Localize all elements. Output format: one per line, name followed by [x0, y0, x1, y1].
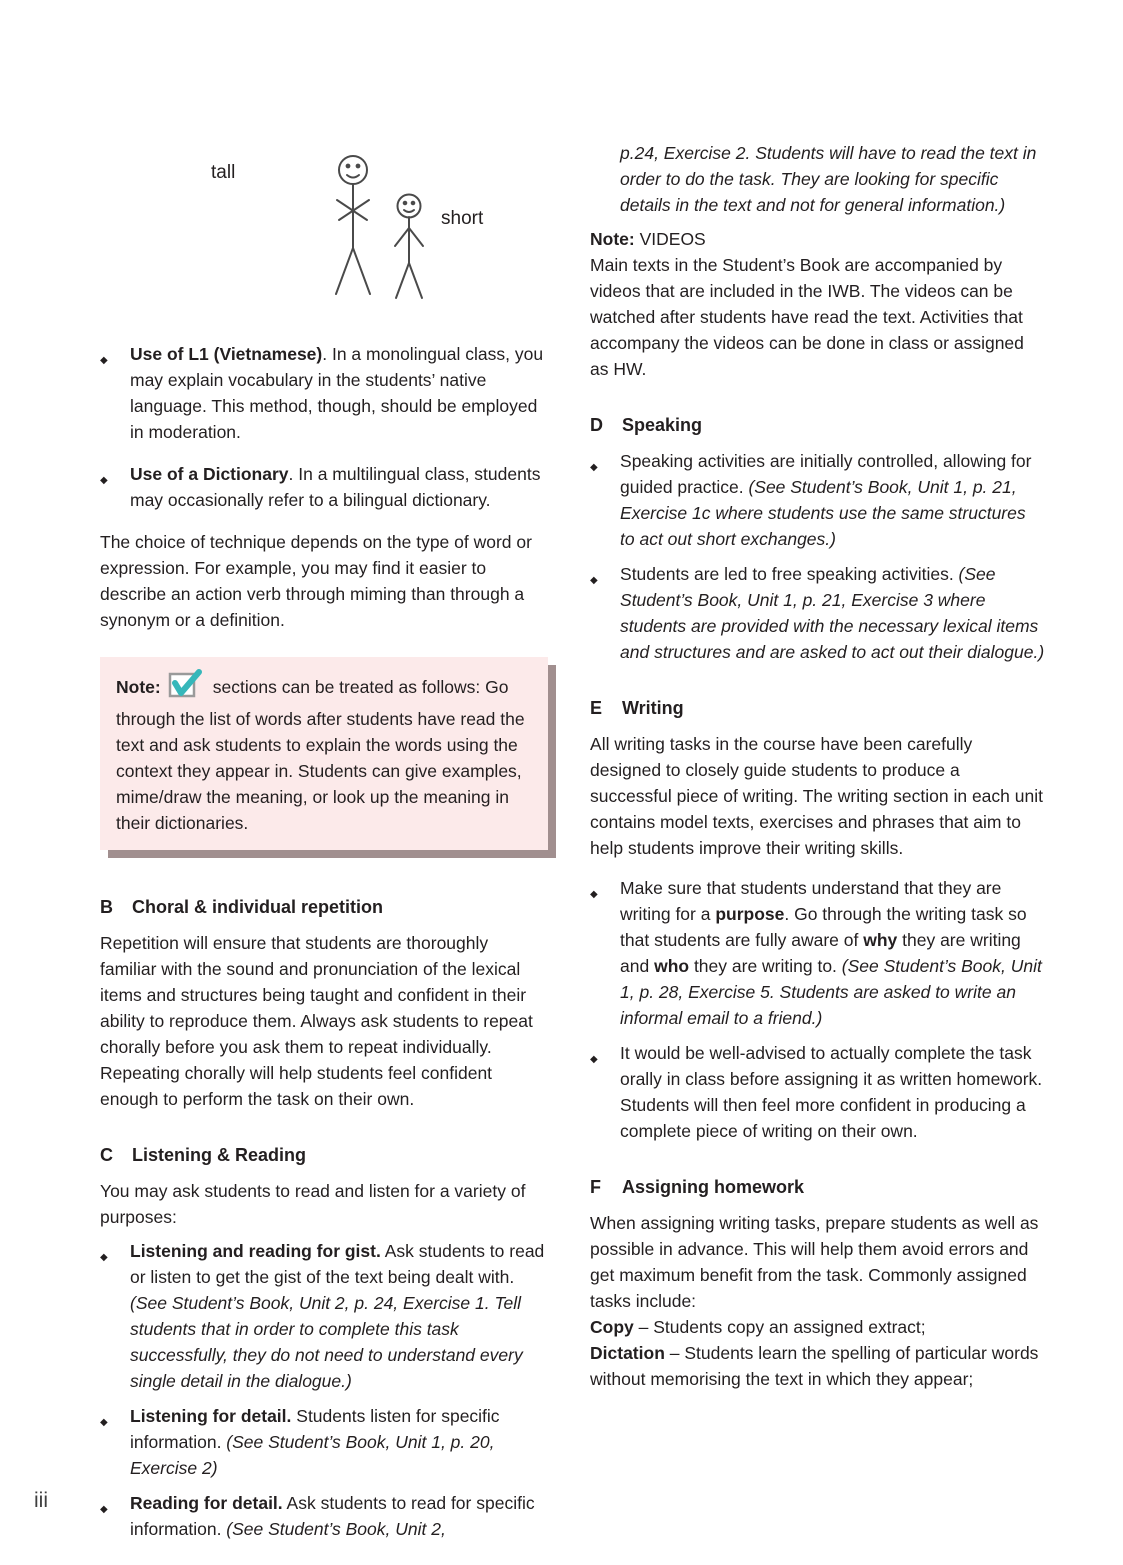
section-title: Listening & Reading	[132, 1145, 307, 1165]
bullet-lead: Listening and reading for gist.	[130, 1241, 381, 1261]
heading-e-writing	[590, 695, 1045, 721]
right-column	[590, 140, 1045, 1551]
bullet-rest: . In a monolingual class, you may explain vocabulary in the students’ native language. This method, though, should be employed in moderation.	[130, 344, 544, 442]
heading-f-assigning-homework	[590, 1174, 1045, 1200]
section-letter: B	[100, 897, 113, 917]
bullet-speaking-controlled	[590, 448, 1045, 552]
page-number: iii	[34, 1489, 48, 1512]
bullet-bold-word: purpose	[715, 904, 785, 924]
bullet-reference: (See Student’s Book, Unit 2, p. 24, Exercise 1. Tell students that in order to complete this task successfully, they do not need to understand every single detail in the dialogue.)	[130, 1293, 523, 1391]
bullet-reference: (See Student’s Book, Unit 1, p. 21, Exercise 3 where students are provided with the necessary lexical items and structures and are asked to act out their dialogue.)	[620, 564, 1045, 662]
bullet-segment: . Go through the writing task so that students are fully aware of	[620, 904, 1027, 950]
bullet-lead: Listening for detail.	[130, 1406, 292, 1426]
bullet-text	[620, 561, 1045, 665]
section-title: Assigning homework	[622, 1177, 805, 1197]
bullet-lead: Use of L1 (Vietnamese)	[130, 344, 323, 364]
diamond-bullet-icon: ◆	[100, 1504, 108, 1515]
diamond-bullet-icon: ◆	[590, 575, 598, 586]
bullet-bold-word: why	[863, 930, 898, 950]
bullet-writing-oral-first	[590, 1040, 1045, 1144]
heading-c-listening-reading	[100, 1142, 548, 1168]
note-body: sections can be treated as follows: Go through the list of words after students have read the text and ask students to explain the words using the context they appear in. Students can give examples, mime/draw the meaning, or look up the meaning in their dictionaries.	[116, 677, 525, 833]
section-letter: E	[590, 698, 603, 718]
tall-short-figure	[185, 148, 548, 323]
section-title: Writing	[622, 698, 684, 718]
bullet-lead: Use of a Dictionary	[130, 464, 289, 484]
bullet-text	[130, 1490, 548, 1542]
bullet-segment: they are writing to.	[689, 956, 842, 976]
checkbox-check-icon	[168, 669, 204, 706]
reading-detail-continued: p.24, Exercise 2. Students will have to read the text in order to do the task. They are looking for specific details in the text and not for general information.)	[620, 143, 1037, 215]
bullet-bold-word: who	[654, 956, 690, 976]
diamond-bullet-icon: ◆	[590, 462, 598, 473]
bullet-text	[130, 1403, 548, 1481]
diamond-bullet-icon: ◆	[590, 889, 598, 900]
diamond-bullet-icon: ◆	[100, 1252, 108, 1263]
bullet-rest: Speaking activities are initially controlled, allowing for guided practice.	[620, 451, 1032, 497]
bullet-text	[130, 1238, 548, 1394]
note-rest: VIDEOS	[634, 229, 706, 249]
bullet-rest: Students listen for specific information.	[130, 1406, 500, 1452]
bullet-reference: (See Student’s Book, Unit 1, p. 21, Exercise 1c where students use the same structures to act out short exchanges.)	[620, 477, 1026, 549]
section-letter: C	[100, 1145, 113, 1165]
bullet-text	[130, 461, 548, 513]
bullet-text: It would be well-advised to actually complete the task orally in class before assigning it as written homework. Students will then feel more confident in producing a complete piece of writing on their own.	[620, 1043, 1043, 1141]
section-letter: D	[590, 415, 604, 435]
bullet-rest: Students are led to free speaking activities.	[620, 564, 959, 584]
bullet-use-of-l1	[100, 341, 548, 445]
bullet-listening-reading-gist	[100, 1238, 548, 1394]
diamond-bullet-icon: ◆	[100, 355, 108, 366]
task-description: – Students learn the spelling of particular words without memorising the text in which they appear;	[590, 1343, 1039, 1389]
heading-d-speaking	[590, 412, 1045, 438]
task-name: Copy	[590, 1317, 634, 1337]
short-label: short	[441, 208, 484, 229]
page-content	[100, 140, 1045, 1551]
section-title: Speaking	[622, 415, 703, 435]
videos-paragraph: Main texts in the Student’s Book are accompanied by videos that are included in the IWB. The videos can be watched after students have read the text. Activities that accompany the videos can be done in class or assigned as HW.	[590, 255, 1024, 379]
bullet-reference: (See Student’s Book, Unit 1, p. 28, Exercise 5. Students are asked to write an informal email to a friend.)	[620, 956, 1042, 1028]
bullet-reference: (See Student’s Book, Unit 2,	[226, 1519, 446, 1539]
homework-copy-item	[590, 1314, 1045, 1340]
listening-reading-intro: You may ask students to read and listen for a variety of purposes:	[100, 1181, 526, 1227]
bullet-reading-for-detail	[100, 1490, 548, 1542]
writing-intro-paragraph: All writing tasks in the course have been carefully designed to closely guide students to produce a successful piece of writing. The writing section in each unit contains model texts, exercises and phrases that aim to help students improve their writing skills.	[590, 734, 1043, 858]
bullet-text	[620, 875, 1045, 1031]
bullet-rest: . In a multilingual class, students may occasionally refer to a bilingual dictionary.	[130, 464, 541, 510]
task-name: Dictation	[590, 1343, 665, 1363]
note-videos-line	[590, 226, 1045, 252]
diamond-bullet-icon: ◆	[100, 475, 108, 486]
bullet-lead: Reading for detail.	[130, 1493, 283, 1513]
homework-dictation-item	[590, 1340, 1045, 1392]
bullet-rest: Ask students to read for specific information.	[130, 1493, 535, 1539]
bullet-writing-purpose	[590, 875, 1045, 1031]
diamond-bullet-icon: ◆	[100, 1417, 108, 1428]
bullet-use-of-dictionary	[100, 461, 548, 513]
note-label: Note:	[590, 229, 635, 249]
left-column	[100, 140, 548, 1551]
bullet-speaking-free	[590, 561, 1045, 665]
task-description: – Students copy an assigned extract;	[633, 1317, 926, 1337]
heading-b-choral-individual-repetition	[100, 894, 548, 920]
homework-intro-paragraph: When assigning writing tasks, prepare students as well as possible in advance. This will help them avoid errors and get maximum benefit from the task. Commonly assigned tasks include:	[590, 1213, 1039, 1311]
bullet-reference: (See Student’s Book, Unit 1, p. 20, Exercise 2)	[130, 1432, 495, 1478]
tall-label: tall	[211, 162, 236, 183]
bullet-text	[130, 341, 548, 445]
section-letter: F	[590, 1177, 602, 1197]
bullet-rest: Ask students to read or listen to get the gist of the text being dealt with.	[130, 1241, 545, 1287]
bullet-text	[620, 448, 1045, 552]
bullet-segment: Make sure that students understand that they are writing for a	[620, 878, 1002, 924]
bullet-segment: they are writing and	[620, 930, 1021, 976]
diamond-bullet-icon: ◆	[590, 1054, 598, 1065]
stick-figures-illustration	[185, 148, 525, 316]
choice-of-technique-paragraph: The choice of technique depends on the type of word or expression. For example, you may find it easier to describe an action verb through miming than through a synonym or a definition.	[100, 532, 532, 630]
bullet-listening-for-detail	[100, 1403, 548, 1481]
choral-repetition-paragraph: Repetition will ensure that students are thoroughly familiar with the sound and pronunciation of the lexical items and structures being taught and confident in their ability to reproduce them. Always ask students to repeat chorally before you ask them to repeat individually. Repeating chorally will help students feel confident enough to perform the task on their own.	[100, 933, 533, 1109]
section-title: Choral & individual repetition	[132, 897, 384, 917]
note-label: Note:	[116, 677, 161, 697]
note-box	[100, 657, 548, 850]
